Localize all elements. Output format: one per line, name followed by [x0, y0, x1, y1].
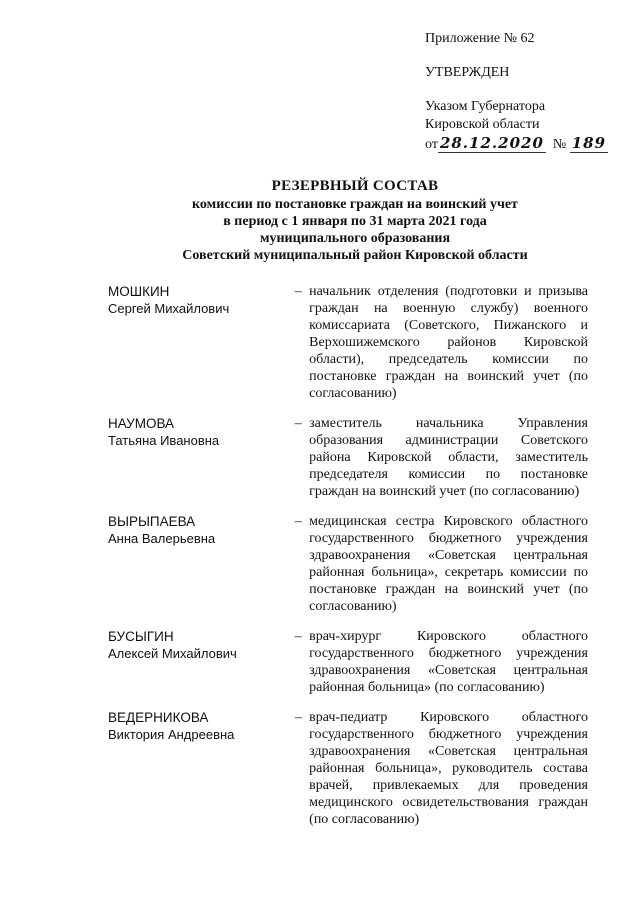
member-row — [108, 283, 588, 402]
member-dash: – — [294, 710, 302, 725]
member-dash: – — [294, 416, 302, 431]
member-surname: ВЫРЫПАЕВА — [108, 514, 196, 529]
decree-line-1: Указом Губернатора — [425, 99, 546, 114]
member-name — [108, 415, 287, 500]
decree-date-line — [425, 134, 630, 154]
member-row — [108, 415, 588, 500]
member-given-name: Алексей Михайлович — [108, 646, 237, 661]
member-dash: – — [294, 629, 302, 644]
member-row — [108, 709, 588, 828]
title-line-4: муниципального образования — [259, 231, 451, 246]
member-role: медицинская сестра Кировского областного государственного бюджетного учреждения здравоохранения «Советская центральная районная больница», секретарь комиссии по постановке граждан на воинский учет (по согласованию) — [309, 514, 588, 614]
title-line-3: в период с 1 января по 31 марта 2021 года — [223, 214, 487, 229]
document-title — [60, 178, 640, 264]
appendix-label: Приложение № 62 — [425, 31, 535, 46]
title-line-1: РЕЗЕРВНЫЙ СОСТАВ — [271, 178, 439, 194]
approval-block — [425, 30, 630, 154]
decree-number: 189 — [571, 134, 607, 152]
member-name — [108, 283, 287, 402]
member-given-name: Виктория Андреевна — [108, 727, 235, 742]
member-given-name: Сергей Михайлович — [108, 301, 230, 316]
member-list — [108, 283, 588, 841]
title-line-5: Советский муниципальный район Кировской области — [182, 248, 528, 263]
approved-label: УТВЕРЖДЕН — [425, 65, 510, 80]
member-dash: – — [294, 284, 302, 299]
member-name — [108, 628, 287, 696]
member-row — [108, 628, 588, 696]
member-name — [108, 709, 287, 828]
member-role: врач-педиатр Кировского областного государственного бюджетного учреждения здравоохранения «Советская центральная районная больница», руководитель состава врачей, привлекаемых для проведения медицинского освидетельствования граждан (по согласованию) — [309, 710, 588, 827]
decree-line-2: Кировской области — [425, 117, 540, 132]
member-surname: НАУМОВА — [108, 416, 175, 431]
member-name — [108, 513, 287, 615]
title-line-2: комиссии по постановке граждан на воинский учет — [192, 197, 518, 212]
member-role: врач-хирург Кировского областного государственного бюджетного учреждения здравоохранения «Советская центральная районная больница» (по согласованию) — [309, 629, 588, 695]
member-surname: МОШКИН — [108, 284, 170, 299]
decree-date: 28.12.2020 — [439, 134, 544, 152]
number-label: № — [552, 137, 567, 152]
member-role: заместитель начальника Управления образования администрации Советского района Кировской области, заместитель председателя комиссии по постановке граждан на воинский учет (по согласованию) — [309, 416, 588, 499]
member-row — [108, 513, 588, 615]
member-surname: БУСЫГИН — [108, 629, 174, 644]
member-given-name: Татьяна Ивановна — [108, 433, 220, 448]
member-dash: – — [294, 514, 302, 529]
member-given-name: Анна Валерьевна — [108, 531, 216, 546]
from-label: от — [425, 137, 438, 152]
member-role: начальник отделения (подготовки и призыва граждан на военную службу) военного комиссариата (Советского, Пижанского и Верхошижемского районов Кировской области), председатель комиссии по постановке граждан на воинский учет (по согласованию) — [309, 284, 588, 401]
member-surname: ВЕДЕРНИКОВА — [108, 710, 209, 725]
